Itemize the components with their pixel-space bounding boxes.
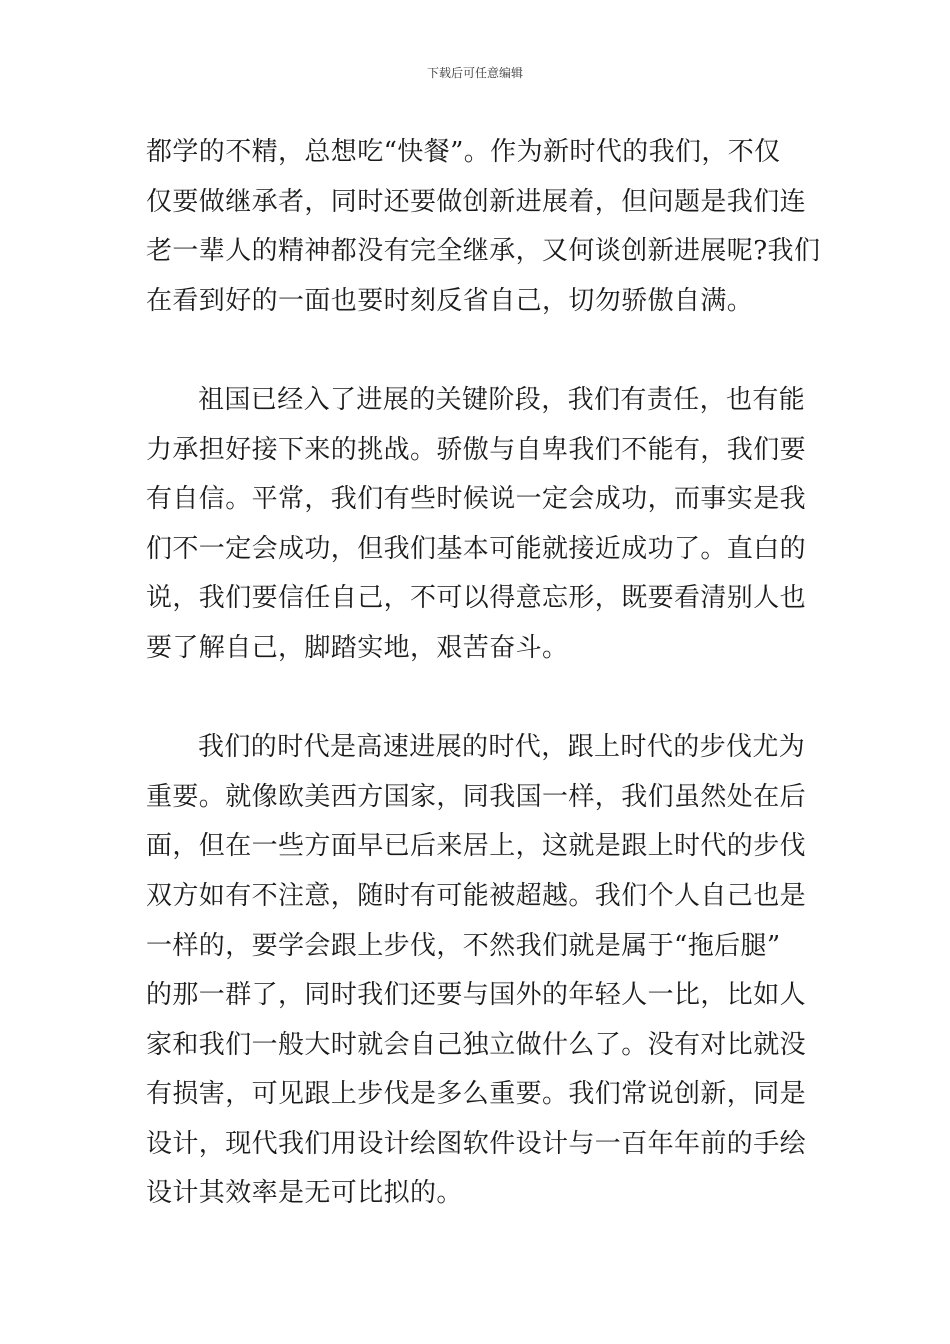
page-header: 下载后可任意编辑 <box>426 66 523 80</box>
text-line: 祖国已经入了进展的关键阶段，我们有责任，也有能 <box>198 384 806 415</box>
paragraph <box>146 128 821 326</box>
text-line: 有损害，可见跟上步伐是多么重要。我们常说创新，同是 <box>146 1079 807 1110</box>
text-line: 设计，现代我们用设计绘图软件设计与一百年年前的手绘 <box>146 1128 807 1159</box>
text-line: 双方如有不注意，随时有可能被超越。我们个人自己也是 <box>146 880 807 911</box>
text-line: 都学的不精，总想吃“快餐”。作为新时代的我们，不仅 <box>146 137 781 167</box>
paragraph-gap <box>146 326 810 376</box>
text-line: 要了解自己，脚踏实地，艰苦奋斗。 <box>146 632 569 663</box>
text-line: 说，我们要信任自己，不可以得意忘形，既要看清别人也 <box>146 583 807 614</box>
paragraph <box>146 723 810 1219</box>
text-line: 在看到好的一面也要时刻反省自己，切勿骄傲自满。 <box>146 285 754 316</box>
paragraph-gap <box>146 674 810 724</box>
text-line: 我们的时代是高速进展的时代，跟上时代的步伐尤为 <box>198 732 806 763</box>
text-line: 设计其效率是无可比拟的。 <box>146 1178 463 1209</box>
text-line: 的那一群了，同时我们还要与国外的年轻人一比，比如人 <box>146 980 807 1011</box>
text-line: 面，但在一些方面早已后来居上，这就是跟上时代的步伐 <box>146 831 807 862</box>
text-line: 有自信。平常，我们有些时候说一定会成功，而事实是我 <box>146 484 807 515</box>
text-line: 们不一定会成功，但我们基本可能就接近成功了。直白的 <box>146 533 807 564</box>
text-line: 一样的，要学会跟上步伐，不然我们就是属于“拖后腿” <box>146 930 781 961</box>
text-line: 力承担好接下来的挑战。骄傲与自卑我们不能有，我们要 <box>146 434 807 465</box>
text-line: 仅要做继承者，同时还要做创新进展着，但问题是我们连 <box>146 186 807 217</box>
text-line: 重要。就像欧美西方国家，同我国一样，我们虽然处在后 <box>146 781 807 812</box>
text-line: 家和我们一般大时就会自己独立做什么了。没有对比就没 <box>146 1029 807 1060</box>
document-body <box>146 128 821 1219</box>
paragraph <box>146 376 810 674</box>
text-line: 老一辈人的精神都没有完全继承，又何谈创新进展呢?我们 <box>146 236 821 267</box>
